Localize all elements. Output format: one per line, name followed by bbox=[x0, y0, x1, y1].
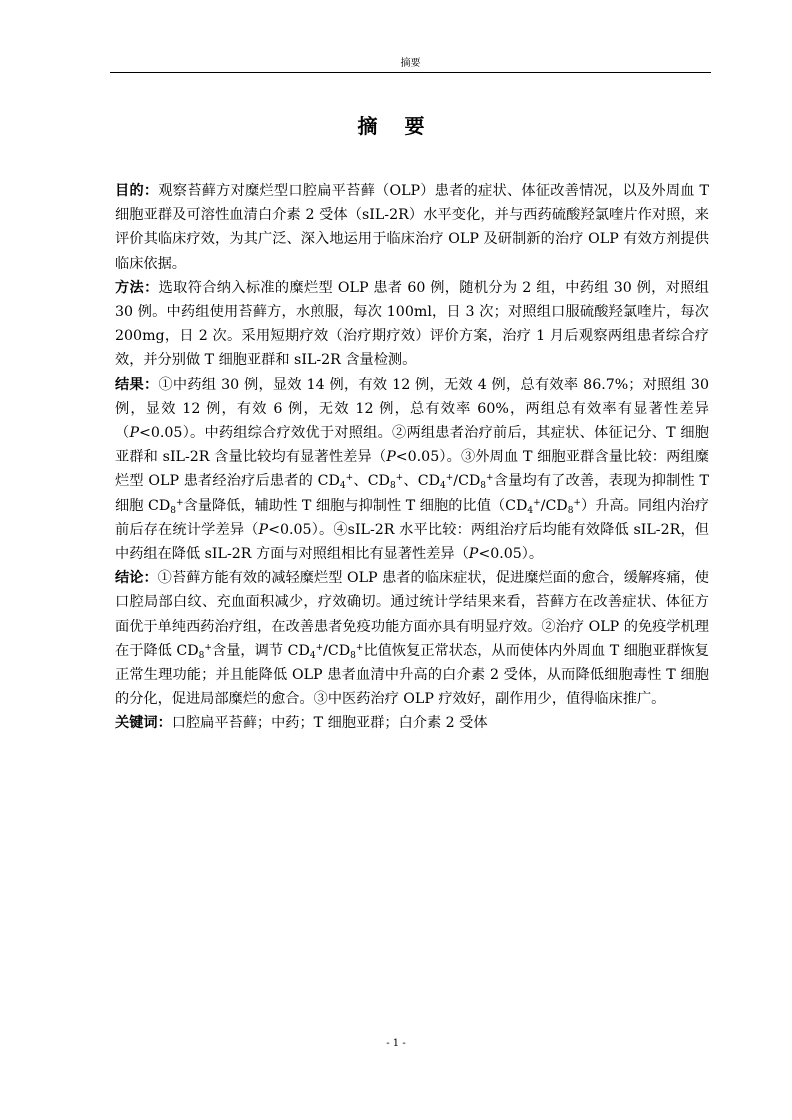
conclusion-text: ①苔藓方能有效的减轻糜烂型 OLP 患者的临床症状，促进糜烂面的愈合，缓解疼痛，使口腔局部白纹、充血面积减少，疗效确切。通过统计学结果来看，苔藓方在改善症状、体征方面优于单纯西药治疗组，在改善患者免疫功能方面亦具有明显疗效。②治疗 OLP 的免疫学机理在于降低 $CD_8^+$含量，调节 $CD_4^+/CD_8^+$比值恢复正常状态，从而使体内外周血 T 细胞亚群恢复正常生理功能；并且能降低 OLP 患者血清中升高的白介素 2 受体，从而降低细胞毒性 T 细胞的分化，促进局部糜烂的愈合。③中医药治疗 OLP 疗效好，副作用少，值得临床推广。 bbox=[115, 570, 709, 708]
results-label: 结果： bbox=[115, 376, 159, 393]
page-title: 摘 要 bbox=[357, 114, 435, 138]
results-text: ①中药组 30 例，显效 14 例，有效 12 例，无效 4 例，总有效率 86.7%；对照组 30 例，显效 12 例，有效 6 例，无效 12 例，总有效率 60%，两组总有效率有显著性差异（P<0.05）。中药组综合疗效优于对照组。②两组患者治疗前后，其症状、体征记分、T 细胞亚群和 sIL-2R 含量比较均有显著性差异（P<0.05）。③外周血 T 细胞亚群含量比较：两组糜烂型 OLP 患者经治疗后患者的 $CD_4^+$、$CD_8^+$、$CD_4^+/CD_8^+$含量均有了改善，表现为抑制性 T 细胞 $CD_8^+$含量降低，辅助性 T 细胞与抑制性 T 细胞的比值$(CD_4^+/CD_8^+)$升高。同组内治疗前后存在统计学差异（P<0.05）。④sIL-2R 水平比较：两组治疗后均能有效降低 sIL-2R，但中药组在降低 sIL-2R 方面与对照组相比有显著性差异（P<0.05）。 bbox=[115, 376, 709, 563]
page-number: - 1 - bbox=[386, 1038, 406, 1049]
conclusion-label: 结论： bbox=[115, 570, 158, 587]
objective-paragraph bbox=[115, 179, 709, 276]
objective-label: 目的： bbox=[115, 183, 159, 199]
keywords-paragraph bbox=[115, 711, 709, 735]
methods-label: 方法： bbox=[115, 279, 159, 296]
objective-text: 观察苔藓方对糜烂型口腔扁平苔藓（OLP）患者的症状、体征改善情况，以及外周血 T 细胞亚群及可溶性血清白介素 2 受体（sIL-2R）水平变化，并与西药硫酸羟氯喹片作对照，来评价其临床疗效，为其广泛、深入地运用于临床治疗 OLP 及研制新的治疗 OLP 有效方剂提供临床依据。 bbox=[115, 183, 709, 272]
header-rule bbox=[110, 72, 711, 73]
keywords-text: 口腔扁平苔藓；中药；T 细胞亚群；白介素 2 受体 bbox=[171, 715, 488, 732]
results-paragraph bbox=[115, 373, 709, 567]
keywords-label: 关键词： bbox=[115, 715, 172, 732]
methods-paragraph bbox=[115, 276, 709, 373]
abstract-body bbox=[115, 179, 709, 736]
running-header: 摘要 bbox=[400, 58, 421, 69]
methods-text: 选取符合纳入标准的糜烂型 OLP 患者 60 例，随机分为 2 组，中药组 30 例，对照组 30 例。中药组使用苔藓方，水煎服，每次 100ml，日 3 次；对照组口服硫酸羟氯喹片，每次 200mg，日 2 次。采用短期疗效（治疗期疗效）评价方案，治疗 1 月后观察两组患者综合疗效，并分别做 T 细胞亚群和 sIL-2R 含量检测。 bbox=[115, 279, 709, 369]
conclusion-paragraph bbox=[115, 566, 709, 711]
